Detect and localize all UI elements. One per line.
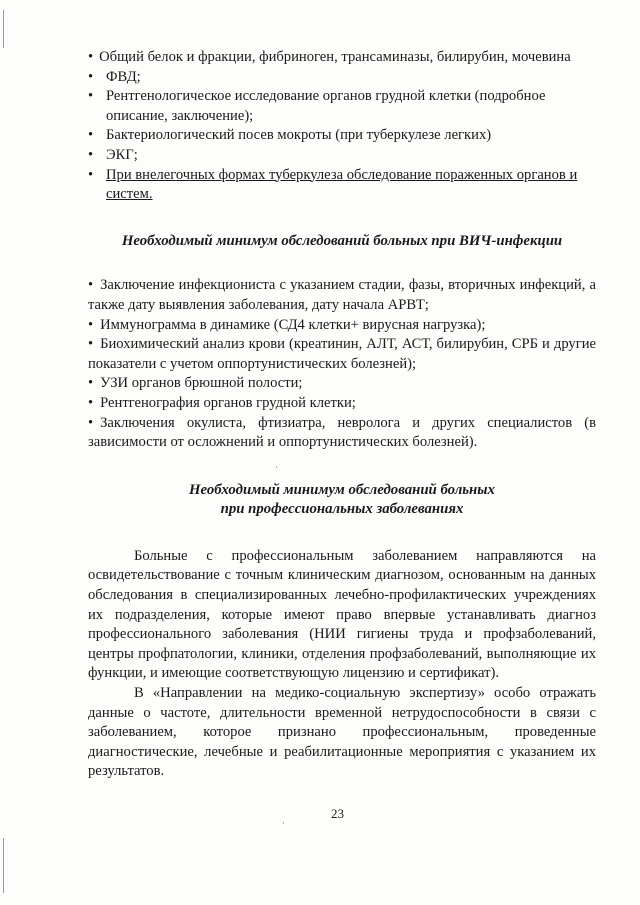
body-paragraph: Больные с профессиональным заболеванием направляются на освидетельствование с точным клиническим диагнозом, основанным на данных обследования в специализированных лечебно-профилактических учреждениях их подразделения, которые имеют право впервые устанавливать диагноз профессионального заболевания (НИИ гигиены труда и профзаболеваний, центры профпатологии, клиники, отделения профзаболеваний, выполняющие их функции, и имеющие соответствующую лицензию и сертификат). bbox=[88, 547, 596, 682]
heading-line-1: Необходимый минимум обследований больных bbox=[189, 481, 495, 498]
bullet-icon: • bbox=[88, 49, 94, 65]
list-item bbox=[88, 335, 596, 374]
list-item-text: Общий белок и фракции, фибриноген, трансаминазы, билирубин, мочевина bbox=[99, 49, 571, 65]
list-item bbox=[88, 87, 596, 126]
bullet-icon: • bbox=[88, 414, 94, 431]
list-item-text: ЭКГ; bbox=[106, 146, 138, 163]
list-item-text: Биохимический анализ крови (креатинин, АЛТ, АСТ, билирубин, СРБ и другие показатели с учетом оппортунистических болезней); bbox=[88, 336, 596, 372]
occupational-section-body bbox=[88, 547, 596, 782]
list-item-text: Бактериологический посев мокроты (при туберкулезе легких) bbox=[106, 127, 492, 144]
scan-speck: · bbox=[275, 462, 278, 472]
list-item-text: ФВД; bbox=[106, 68, 141, 85]
scan-edge-mark bbox=[3, 838, 4, 893]
bullet-icon: • bbox=[88, 394, 94, 411]
list-item bbox=[88, 414, 596, 453]
body-paragraph: В «Направлении на медико-социальную экспертизу» особо отражать данные о частоте, длительности временной нетрудоспособности в связи с заболеванием, которое признано профессиональным, проведенные диагностические, лечебные и реабилитационные мероприятия с указанием их результатов. bbox=[88, 685, 596, 780]
bullet-icon: • bbox=[88, 277, 94, 294]
list-item bbox=[88, 394, 596, 414]
scan-speck: · bbox=[282, 818, 285, 828]
list-item bbox=[88, 126, 596, 146]
list-item-text: При внелегочных формах туберкулеза обследование пораженных органов и систем. bbox=[106, 166, 578, 203]
list-item bbox=[88, 68, 596, 88]
list-item-text: УЗИ органов брюшной полости; bbox=[100, 375, 303, 392]
heading-line-2: при профессиональных заболеваниях bbox=[220, 501, 464, 518]
list-item-text: Заключения окулиста, фтизиатра, невролога и других специалистов (в зависимости от осложнений и оппортунистических болезней). bbox=[88, 414, 596, 451]
hiv-examination-list bbox=[88, 276, 596, 452]
page-number: 23 bbox=[331, 806, 344, 821]
list-item bbox=[88, 166, 596, 205]
list-item-text: Заключение инфекциониста с указанием стадии, фазы, вторичных инфекций, а также дату выявления заболевания, дату начала АРВТ; bbox=[88, 277, 596, 313]
list-item-text: Рентгенография органов грудной клетки; bbox=[100, 394, 356, 411]
list-item-text: Рентгенологическое исследование органов грудной клетки (подробное описание, заключение); bbox=[106, 88, 546, 124]
bullet-icon: • bbox=[88, 336, 94, 353]
document-page bbox=[88, 48, 596, 782]
hiv-section-heading: Необходимый минимум обследований больных при ВИЧ-инфекции bbox=[121, 232, 563, 249]
list-item-text: Иммунограмма в динамике (СД4 клетки+ вирусная нагрузка); bbox=[100, 316, 486, 333]
bullet-icon: • bbox=[88, 375, 94, 392]
examination-list bbox=[88, 48, 596, 205]
list-item bbox=[88, 374, 596, 394]
scan-edge-mark bbox=[3, 10, 4, 48]
list-item bbox=[88, 316, 596, 336]
list-item bbox=[88, 48, 596, 68]
list-item bbox=[88, 276, 596, 315]
occupational-section-heading bbox=[88, 481, 596, 520]
list-item bbox=[88, 146, 596, 166]
bullet-icon: • bbox=[88, 316, 94, 333]
